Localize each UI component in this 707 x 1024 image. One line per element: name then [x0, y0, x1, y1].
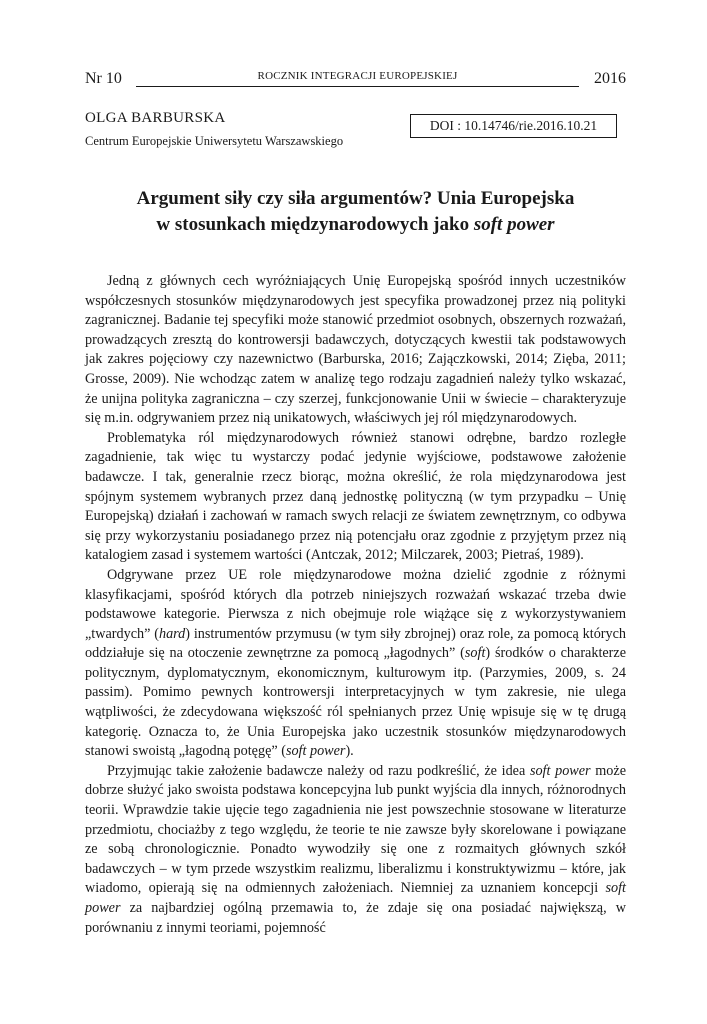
- italic-term: soft power: [285, 743, 346, 760]
- body-paragraph: [85, 566, 626, 762]
- paragraph-text: Odgrywane przez UE role międzynarodowe można dzielić zgodnie z różnymi klasyfikacjami, spośród których dla potrzeb niniejszych rozważań wskazać trzeba dwie podstawowe kategorie. Pierwsza z nich obejmuje role wiążące się z wykorzystywaniem „twardych” (: [85, 566, 626, 642]
- journal-name: ROCZNIK INTEGRACJI EUROPEJSKIEJ: [257, 70, 458, 82]
- italic-term: soft: [464, 645, 486, 662]
- publication-year: 2016: [594, 70, 626, 87]
- author-name: OLGA BARBURSKA: [85, 110, 226, 126]
- paragraph-text: Przyjmując takie założenie badawcze należy od razu podkreślić, że idea: [107, 762, 530, 779]
- paragraph-text: może dobrze służyć jako swoista podstawa koncepcyjna lub punkt wyjścia dla innych, różnorodnych teorii. Wprawdzie takie ujęcie tego zagadnienia nie jest powszechnie stosowane w literaturze przedmiotu, chociażby z tego względu, że teorie te nie zawsze były skorelowane i powiązane ze sobą chronologicznie. Ponadto wywodziły się one z rozmaitych głównych szkół badawczych – w tym przede wszystkim realizmu, liberalizmu i konstruktywizmu – które, jak wiadomo, opierają się na odmiennych założeniach. Niemniej za uznaniem koncepcji: [85, 762, 626, 897]
- author-affiliation: Centrum Europejskie Uniwersytetu Warszawskiego: [85, 134, 344, 148]
- title-italic-term: soft power: [473, 214, 555, 235]
- title-line-1: Argument siły czy siła argumentów? Unia Europejska: [136, 188, 575, 209]
- title-line-2-text: w stosunkach międzynarodowych jako: [156, 214, 474, 235]
- paragraph-text: ) instrumentów przymusu (w tym siły zbrojnej) oraz role, za pomocą których oddziałuje się na otoczenie zewnętrzne za pomocą „łagodnych” (: [85, 625, 626, 662]
- paragraph-text: ).: [345, 743, 354, 760]
- header-rule: [136, 86, 579, 87]
- paragraph-text: Problematyka ról międzynarodowych również stanowi odrębne, bardzo rozległe zagadnienie, tak więc tu wystarczy podać jedynie wyjściowe, podstawowe założenie badawcze. I tak, generalnie rzecz biorąc, można określić, że rola międzynarodowa jest spójnym systemem wybranych przez daną jednostkę polityczną (w tym przypadku – Unię Europejską) działań i zachowań w ramach swych relacji ze światem zewnętrznym, co odbywa się przy wykorzystaniu posiadanego przez nią potencjału oraz zgodnie z przyjętym przez nią katalogiem zasad i systemem wartości (Antczak, 2012; Milczarek, 2003; Pietraś, 1989).: [85, 429, 626, 564]
- body-paragraph: [85, 272, 626, 429]
- body-paragraph: [85, 429, 626, 566]
- paragraph-text: ) środków o charakterze politycznym, dyplomatycznym, ekonomicznym, kulturowym itp. (Parzymies, 2009, s. 24 passim). Pomimo pewnych kontrowersji interpretacyjnych w tym zakresie, nie ulega wątpliwości, że zdecydowana większość ról spełnianych przez Unię wpisuje się w tę drugą kategorię. Oznacza to, że Unia Europejska jako uczestnik stosunków międzynarodowych stanowi swoistą „łagodną potęgę” (: [85, 645, 627, 760]
- issue-number: Nr 10: [85, 70, 122, 87]
- doi-box: DOI : 10.14746/rie.2016.10.21: [410, 114, 617, 138]
- italic-term: soft power: [529, 762, 591, 779]
- title-line-2: [85, 212, 626, 238]
- paragraph-text: za najbardziej ogólną przemawia to, że zdaje się ona posiadać największą, w porównaniu z innymi teoriami, pojemność: [85, 900, 626, 936]
- italic-term: soft power: [85, 880, 626, 916]
- article-page: [85, 0, 626, 1024]
- article-title: [85, 186, 626, 238]
- body-paragraph: [85, 762, 626, 938]
- article-body: [85, 272, 626, 938]
- running-header: [85, 70, 626, 94]
- italic-term: hard: [158, 625, 186, 642]
- paragraph-text: Jedną z głównych cech wyróżniających Unię Europejską spośród innych uczestników współczesnych stosunków międzynarodowych jest specyfika prowadzonej przez nią polityki zagranicznej. Badanie tej specyfiki może stanowić przedmiot osobnych, obszernych rozważań, prowadzących zresztą do kontrowersji badawczych, dotyczących kwestii tak podstawowych jak zakres pojęciowy czy nazewnictwo (Barburska, 2016; Zajączkowski, 2014; Zięba, 2011; Grosse, 2009). Nie wchodząc zatem w analizę tego rodzaju zagadnień należy tylko wskazać, że unijna polityka zagraniczna – czy szerzej, funkcjonowanie Unii w świecie – charakteryzuje się m.in. odgrywaniem przez nią unikatowych, właściwych jej ról międzynarodowych.: [85, 273, 626, 427]
